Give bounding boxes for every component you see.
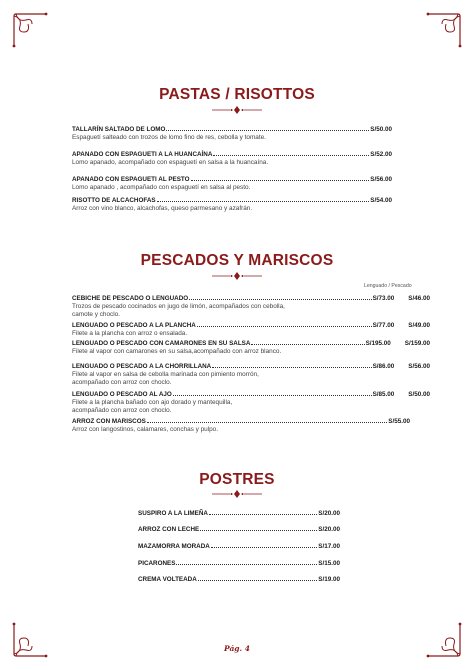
item-name: LENGUADO O PESCADO AL AJO bbox=[72, 391, 172, 398]
corner-ornament-bottom-left bbox=[10, 620, 50, 660]
item-price-lenguado: S/86.00 bbox=[372, 363, 395, 370]
item-name: ARROZ CON MARISCOS bbox=[72, 418, 146, 425]
item-description: Arroz con langostinos, calamares, conchas y pulpo. bbox=[72, 426, 218, 433]
item-price-pescado: S/50.00 bbox=[408, 391, 430, 398]
item-description: Lomo apanado , acompañado con espaguetí en salsa al pesto. bbox=[72, 184, 251, 191]
corner-ornament-top-right bbox=[424, 10, 464, 50]
menu-item bbox=[72, 294, 430, 319]
item-price: S/52.00 bbox=[370, 151, 392, 158]
item-price: S/20.00 bbox=[318, 510, 340, 517]
menu-item bbox=[72, 417, 410, 434]
item-description: Filete al vapor en salsa de cebolla marinada con pimiento morrón, bbox=[72, 371, 259, 378]
title-divider-ornament bbox=[212, 105, 262, 115]
corner-ornament-top-left bbox=[10, 10, 50, 50]
menu-item bbox=[72, 321, 430, 338]
item-name: MAZAMORRA MORADA bbox=[138, 543, 210, 550]
page-number: Pág. 4 bbox=[224, 644, 250, 653]
item-price-pescado: S/56.00 bbox=[408, 363, 430, 370]
item-description: camote y choclo. bbox=[72, 311, 120, 318]
item-name: LENGUADO O PESCADO CON CAMARONES EN SU SALSA bbox=[72, 340, 251, 347]
menu-item bbox=[72, 125, 392, 142]
item-name: CEBICHE DE PESCADO O LENGUADO bbox=[72, 295, 189, 302]
item-price-pescado: S/49.00 bbox=[408, 322, 430, 329]
item-price: S/55.00 bbox=[388, 418, 410, 425]
item-description: Trozos de pescado cocinados en jugo de limón, acompañados con cebolla, bbox=[72, 303, 285, 310]
item-price: S/56.00 bbox=[370, 176, 392, 183]
menu-item bbox=[72, 150, 392, 167]
menu-item bbox=[138, 542, 340, 551]
section-title-postres: POSTRES bbox=[199, 471, 275, 488]
menu-item bbox=[138, 575, 340, 584]
item-price-lenguado: S/73.00 bbox=[372, 295, 395, 302]
item-name: SUSPIRO A LA LIMEÑA bbox=[138, 510, 208, 517]
menu-item bbox=[72, 390, 430, 415]
price-column-header: Lenguado / Pescado bbox=[364, 283, 412, 289]
item-price: S/19.00 bbox=[318, 576, 340, 583]
title-divider-ornament bbox=[212, 271, 262, 281]
item-name: ARROZ CON LECHE bbox=[138, 526, 200, 533]
item-description: Lomo apanado, acompañado con espaguetí en salsa a la huancaína. bbox=[72, 159, 269, 166]
item-name: APANADO CON ESPAGUETI A LA HUANCAÍNA bbox=[72, 151, 213, 158]
item-name: CREMA VOLTEADA bbox=[138, 576, 197, 583]
item-description: acompañado con arroz con choclo. bbox=[72, 379, 172, 386]
menu-item bbox=[72, 175, 392, 192]
item-price-lenguado: S/195.00 bbox=[365, 340, 391, 347]
item-description: acompañado con arroz con choclo. bbox=[72, 407, 172, 414]
menu-item bbox=[72, 339, 430, 356]
item-name: LENGUADO O PESCADO A LA PLANCHA bbox=[72, 322, 196, 329]
item-price-pescado: S/46.00 bbox=[408, 295, 430, 302]
menu-item bbox=[72, 196, 392, 213]
item-price: S/54.00 bbox=[370, 197, 392, 204]
menu-item bbox=[138, 559, 340, 568]
item-price-lenguado: S/77.00 bbox=[372, 322, 395, 329]
section-title-pastas: PASTAS / RISOTTOS bbox=[159, 86, 315, 103]
item-price: S/50.00 bbox=[370, 126, 392, 133]
item-description: Espaguetí salteado con trozos de lomo fino de res, cebolla y tomate. bbox=[72, 134, 266, 141]
item-price: S/15.00 bbox=[318, 560, 340, 567]
item-price-pescado: S/159.00 bbox=[404, 340, 430, 347]
title-divider-ornament bbox=[212, 489, 262, 499]
menu-item bbox=[72, 362, 430, 387]
item-name: PICARONES bbox=[138, 560, 176, 567]
corner-ornament-bottom-right bbox=[424, 620, 464, 660]
item-name: LENGUADO O PESCADO A LA CHORRILLANA bbox=[72, 363, 212, 370]
item-description: Filete a la plancha bañado con ajo dorado y mantequilla, bbox=[72, 399, 233, 406]
item-description: Filete al vapor con camarones en su salsa,acompañado con arroz blanco. bbox=[72, 348, 282, 355]
section-title-pescados: PESCADOS Y MARISCOS bbox=[140, 252, 334, 269]
item-description: Arroz con vino blanco, alcachofas, queso parmesano y azafrán. bbox=[72, 205, 253, 212]
menu-item bbox=[138, 509, 340, 518]
item-price: S/20.00 bbox=[318, 526, 340, 533]
item-description: Filete a la plancha con arroz o ensalada. bbox=[72, 330, 188, 337]
item-price-lenguado: S/85.00 bbox=[372, 391, 395, 398]
menu-item bbox=[138, 525, 340, 534]
item-name: TALLARÍN SALTADO DE LOMO bbox=[72, 126, 166, 133]
item-name: RISOTTO DE ALCACHOFAS bbox=[72, 197, 156, 204]
item-name: APANADO CON ESPAGUETI AL PESTO bbox=[72, 176, 190, 183]
item-price: S/17.00 bbox=[318, 543, 340, 550]
